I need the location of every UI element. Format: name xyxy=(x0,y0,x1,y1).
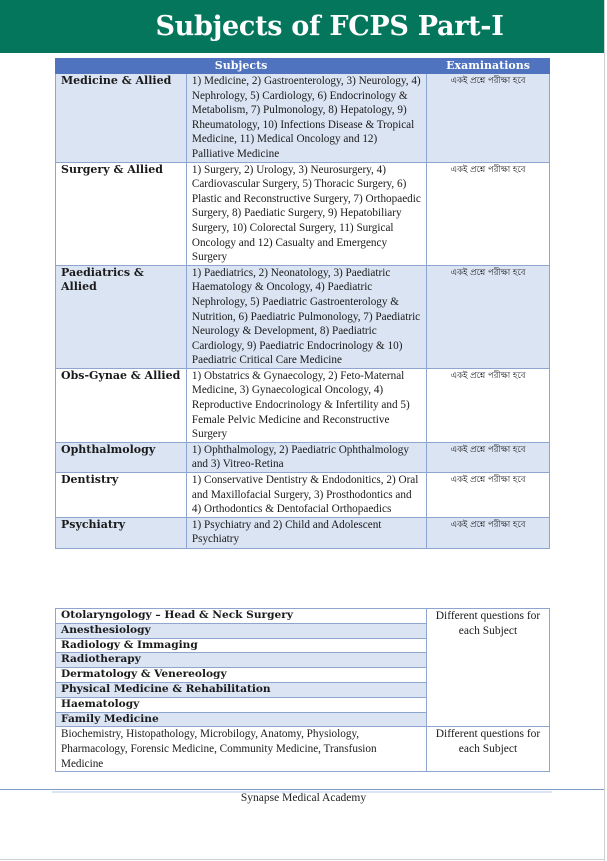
single-subject: Dermatology & Venereology xyxy=(56,668,427,683)
single-subject: Family Medicine xyxy=(56,712,427,727)
subject-list: 1) Conservative Dentistry & Endodonitics, 2) Oral and Maxillofacial Surgery, 3) Prosthodontics and 4) Orthodontics & Dentofacial Orthopaedics xyxy=(186,473,426,518)
header-examinations: Examinations xyxy=(427,59,550,74)
exam-type: Different questions for each Subject xyxy=(427,609,550,727)
table-row xyxy=(56,368,550,442)
subject-list: 1) Medicine, 2) Gastroenterology, 3) Neurology, 4) Nephrology, 5) Cardiology, 6) Endocrinology & Metabolism, 7) Pulmonology, 8) Hepatology, 9) Rheumatology, 10) Infections Disease & Tropical Medicine, 11) Medical Oncology and 12) Palliative Medicine xyxy=(186,74,426,163)
basic-subjects: Biochemistry, Histopathology, Microbilogy, Anatomy, Physiology, Pharmacology, Forensic Medicine, Community Medicine, Transfusion Medicine xyxy=(56,727,427,772)
single-subject: Haematology xyxy=(56,697,427,712)
single-subject: Radiotherapy xyxy=(56,653,427,668)
footer-text: Synapse Medical Academy xyxy=(240,792,367,804)
exam-type: Different questions for each Subject xyxy=(427,727,550,772)
page-title: Subjects of FCPS Part-I xyxy=(155,11,504,42)
single-subject: Physical Medicine & Rehabilitation xyxy=(56,682,427,697)
table-header-row xyxy=(56,59,550,74)
page-bottom-edge xyxy=(0,859,605,860)
category-name: Obs-Gynae & Allied xyxy=(56,368,187,442)
table-row xyxy=(56,727,550,772)
table-row xyxy=(56,517,550,548)
table-row xyxy=(56,162,550,265)
header-subjects: Subjects xyxy=(56,59,427,74)
title-banner xyxy=(0,0,604,53)
table-row xyxy=(56,442,550,472)
exam-type: একই প্রশ্নে পরীক্ষা হবে xyxy=(427,517,550,548)
single-subject: Otolaryngology – Head & Neck Surgery xyxy=(56,609,427,624)
footer-divider xyxy=(0,789,604,790)
table-row xyxy=(56,609,550,624)
category-name: Surgery & Allied xyxy=(56,162,187,265)
single-subject: Radiology & Immaging xyxy=(56,638,427,653)
exam-type: একই প্রশ্নে পরীক্ষা হবে xyxy=(427,442,550,472)
category-name: Medicine & Allied xyxy=(56,74,187,163)
subject-list: 1) Ophthalmology, 2) Paediatric Ophthalmology and 3) Vitreo-Retina xyxy=(186,442,426,472)
table-row xyxy=(56,265,550,368)
subject-list: 1) Surgery, 2) Urology, 3) Neurosurgery, 4) Cardiovascular Surgery, 5) Thoracic Surgery, 6) Plastic and Reconstructive Surgery, 7) Orthopaedic Surgery, 8) Paediatic Surgery, 9) Hepatobiliary Surgery, 10) Colorectal Surgery, 11) Surgical Oncology and 12) Casualty and Emergency Surgery xyxy=(186,162,426,265)
category-name: Ophthalmology xyxy=(56,442,187,472)
exam-type: একই প্রশ্নে পরীক্ষা হবে xyxy=(427,74,550,163)
exam-type: একই প্রশ্নে পরীক্ষা হবে xyxy=(427,265,550,368)
subject-list: 1) Paediatrics, 2) Neonatology, 3) Paediatric Haematology & Oncology, 4) Paediatric Nephrology, 5) Paediatric Gastroenterology & Nutrition, 6) Paediatric Pulmonology, 7) Paediatric Neurology & Development, 8) Paediatric Cardiology, 9) Paediatric Endocrinology & 10) Paediatric Critical Care Medicine xyxy=(186,265,426,368)
subject-list: 1) Obstatrics & Gynaecology, 2) Feto-Maternal Medicine, 3) Gynaecological Oncology, 4) Reproductive Endocrinology & Infertility and 5) Female Pelvic Medicine and Reconstructive Surgery xyxy=(186,368,426,442)
category-name: Psychiatry xyxy=(56,517,187,548)
subject-list: 1) Psychiatry and 2) Child and Adolescent Psychiatry xyxy=(186,517,426,548)
exam-type: একই প্রশ্নে পরীক্ষা হবে xyxy=(427,162,550,265)
single-subjects-table xyxy=(55,608,550,772)
table-row xyxy=(56,74,550,163)
exam-type: একই প্রশ্নে পরীক্ষা হবে xyxy=(427,473,550,518)
page-edge xyxy=(604,0,605,861)
category-name: Paediatrics & Allied xyxy=(56,265,187,368)
table-row xyxy=(56,473,550,518)
category-name: Dentistry xyxy=(56,473,187,518)
exam-type: একই প্রশ্নে পরীক্ষা হবে xyxy=(427,368,550,442)
single-subject: Anesthesiology xyxy=(56,623,427,638)
subjects-table xyxy=(55,58,550,549)
